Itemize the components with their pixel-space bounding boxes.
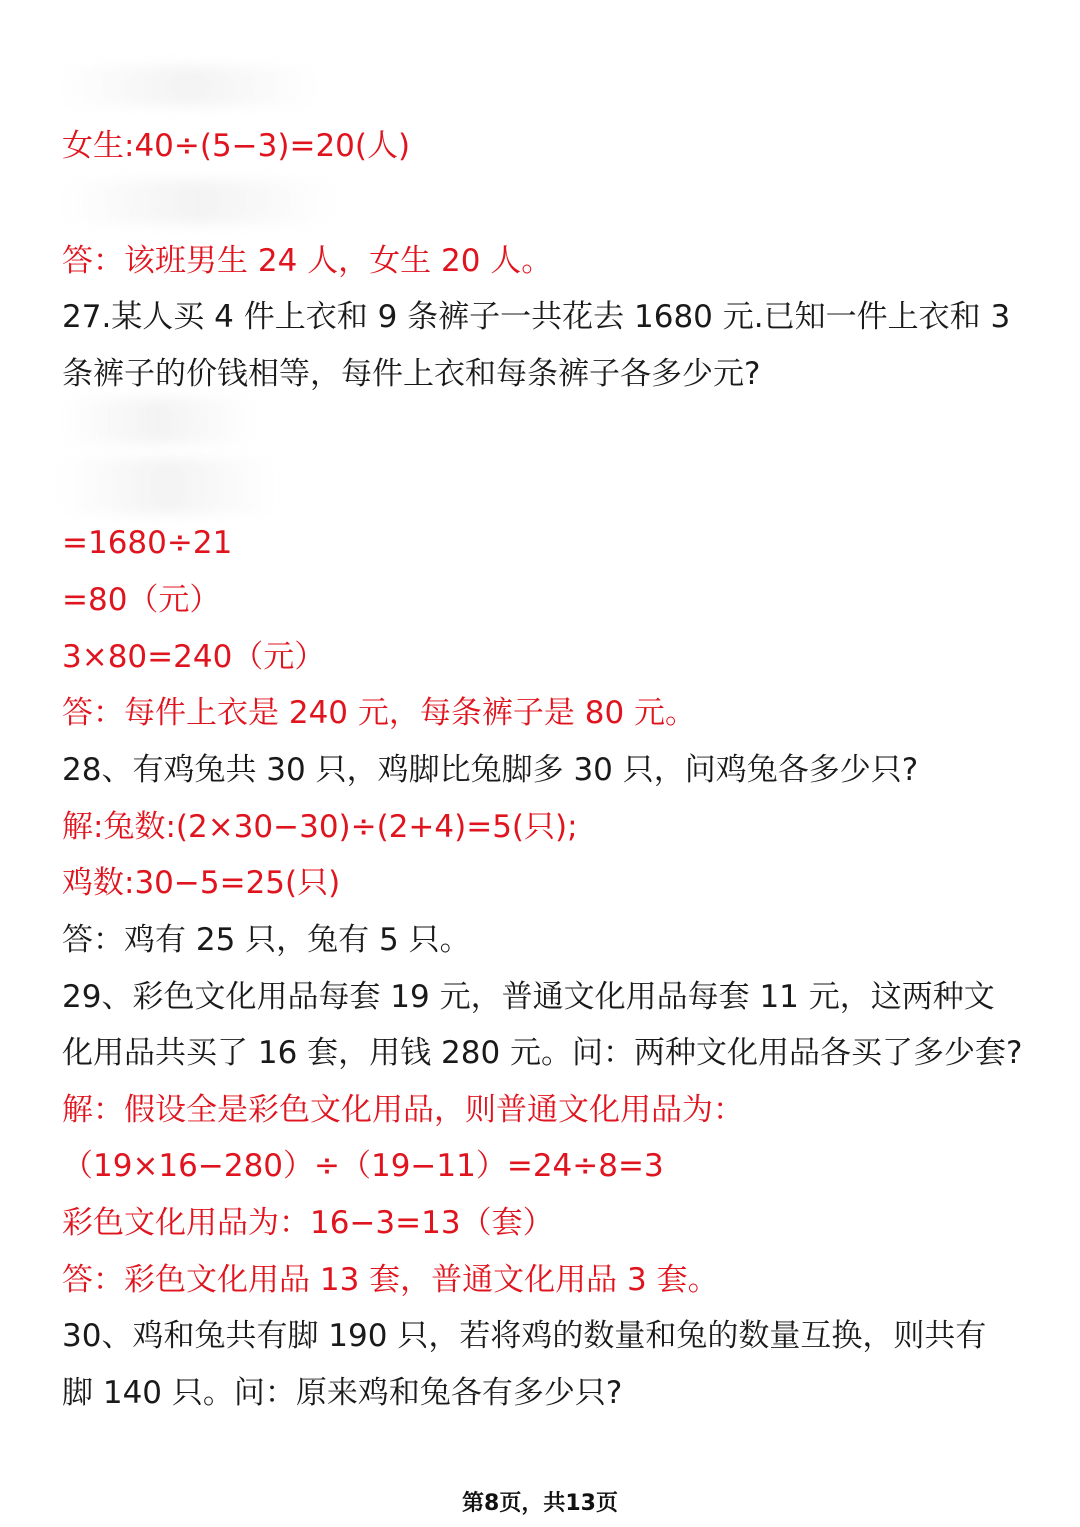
question-29-line2: 化用品共买了 16 套，用钱 280 元。问：两种文化用品各买了多少套? <box>62 1035 1023 1071</box>
solution-27-step3: 3×80=240（元） <box>62 639 326 675</box>
question-29-line1: 29、彩色文化用品每套 19 元，普通文化用品每套 11 元，这两种文 <box>62 979 995 1015</box>
blurred-region-27-solution <box>58 398 258 444</box>
solution-29-step1: 解：假设全是彩色文化用品，则普通文化用品为： <box>62 1092 744 1128</box>
page-number-footer: 第8页，共13页 <box>462 1491 618 1516</box>
answer-28: 答：鸡有 25 只，兔有 5 只。 <box>62 922 471 958</box>
solution-29-step3: 彩色文化用品为：16−3=13（套） <box>62 1205 554 1241</box>
answer-line-girls: 女生:40÷(5−3)=20(人) <box>62 128 411 164</box>
question-30-line2: 脚 140 只。问：原来鸡和兔各有多少只? <box>62 1375 623 1411</box>
answer-29: 答：彩色文化用品 13 套，普通文化用品 3 套。 <box>62 1262 719 1298</box>
answer-26: 答：该班男生 24 人，女生 20 人。 <box>62 243 553 279</box>
blurred-region-top <box>58 66 320 106</box>
blurred-region-boys <box>58 180 338 224</box>
solution-29-step2: （19×16−280）÷（19−11）=24÷8=3 <box>62 1148 664 1184</box>
question-30-line1: 30、鸡和兔共有脚 190 只，若将鸡的数量和兔的数量互换，则共有 <box>62 1318 987 1354</box>
solution-28-step2: 鸡数:30−5=25(只) <box>62 865 341 901</box>
blurred-region-27-solution-b <box>58 458 278 514</box>
solution-27-step2: =80（元） <box>62 582 221 618</box>
question-27-line1: 27.某人买 4 件上衣和 9 条裤子一共花去 1680 元.已知一件上衣和 3 <box>62 299 1011 335</box>
solution-27-step1: =1680÷21 <box>62 525 233 561</box>
question-27-line2: 条裤子的价钱相等，每件上衣和每条裤子各多少元? <box>62 356 761 392</box>
solution-28-step1: 解:兔数:(2×30−30)÷(2+4)=5(只); <box>62 809 578 845</box>
answer-27: 答：每件上衣是 240 元，每条裤子是 80 元。 <box>62 695 697 731</box>
question-28: 28、有鸡兔共 30 只，鸡脚比兔脚多 30 只，问鸡兔各多少只? <box>62 752 919 788</box>
